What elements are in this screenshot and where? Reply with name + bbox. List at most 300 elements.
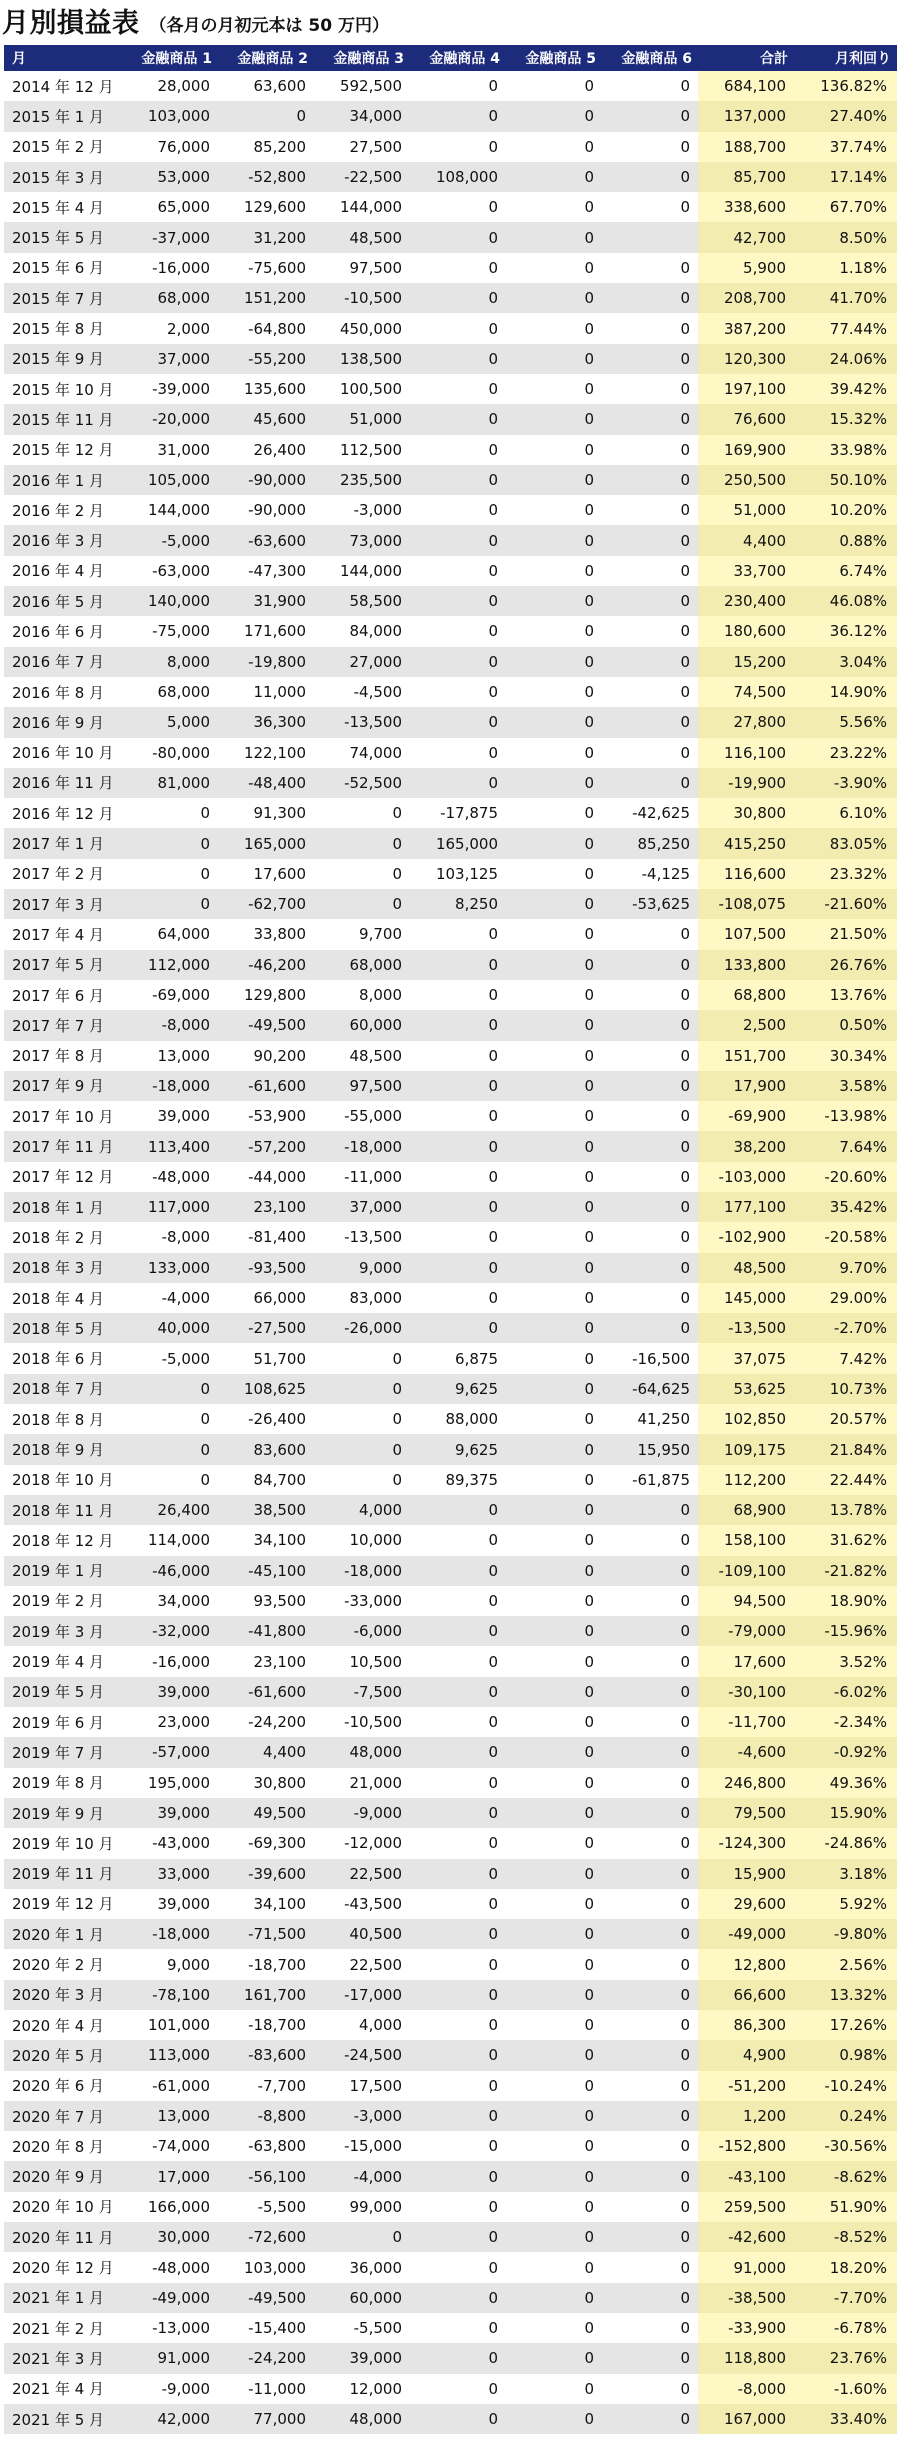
value-cell: -48,000 bbox=[152, 1167, 210, 1186]
table-row bbox=[4, 1374, 897, 1404]
value-cell: 0 bbox=[680, 198, 690, 217]
value-cell: 0 bbox=[410, 1980, 506, 2010]
return-cell: 37.74% bbox=[794, 132, 897, 162]
month-cell: 2015 年 1 月 bbox=[4, 101, 122, 131]
value-cell: 0 bbox=[584, 198, 594, 217]
return-cell: 83.05% bbox=[794, 828, 897, 858]
month-cell: 2021 年 1 月 bbox=[4, 2283, 122, 2313]
value-cell: 0 bbox=[680, 986, 690, 1005]
total-cell: 17,600 bbox=[698, 1646, 794, 1676]
total-cell: 246,800 bbox=[698, 1768, 794, 1798]
month-cell: 2016 年 3 月 bbox=[4, 525, 122, 555]
month-cell: 2020 年 7 月 bbox=[4, 2101, 122, 2131]
value-cell: 90,200 bbox=[253, 1046, 306, 1065]
total-cell: 102,850 bbox=[698, 1404, 794, 1434]
value-cell: 235,500 bbox=[314, 465, 410, 495]
month-cell: 2020 年 8 月 bbox=[12, 2137, 105, 2156]
value-cell: 0 bbox=[218, 101, 314, 131]
value-cell: 0 bbox=[488, 319, 498, 338]
value-cell: 33,000 bbox=[122, 1859, 218, 1889]
value-cell: 0 bbox=[314, 1434, 410, 1464]
value-cell: 135,600 bbox=[243, 380, 306, 399]
value-cell: 0 bbox=[584, 1349, 594, 1368]
return-cell: 10.73% bbox=[794, 1374, 897, 1404]
return-cell: 29.00% bbox=[794, 1283, 897, 1313]
value-cell: 0 bbox=[488, 1955, 498, 1974]
total-cell: 107,500 bbox=[698, 919, 794, 949]
value-cell: -47,300 bbox=[248, 561, 306, 580]
value-cell: -71,500 bbox=[218, 1919, 314, 1949]
value-cell: -39,600 bbox=[218, 1859, 314, 1889]
value-cell: 0 bbox=[680, 1531, 690, 1550]
value-cell: -44,000 bbox=[248, 1167, 306, 1186]
table-row bbox=[4, 1798, 897, 1828]
value-cell: 0 bbox=[392, 1349, 402, 1368]
value-cell: -15,000 bbox=[344, 2137, 402, 2156]
month-cell: 2018 年 12 月 bbox=[12, 1531, 114, 1550]
value-cell: -18,000 bbox=[122, 1071, 218, 1101]
return-cell: -24.86% bbox=[794, 1828, 897, 1858]
value-cell: 0 bbox=[680, 743, 690, 762]
value-cell: 0 bbox=[506, 1313, 602, 1343]
month-cell: 2019 年 3 月 bbox=[4, 1616, 122, 1646]
value-cell: 77,000 bbox=[218, 2404, 314, 2434]
value-cell: 0 bbox=[584, 258, 594, 277]
value-cell: 0 bbox=[506, 1010, 602, 1040]
return-cell: 13.76% bbox=[794, 980, 897, 1010]
value-cell: 8,000 bbox=[359, 986, 402, 1005]
value-cell: 0 bbox=[584, 1713, 594, 1732]
value-cell: -72,600 bbox=[218, 2222, 314, 2252]
table-row bbox=[4, 2374, 897, 2404]
value-cell: 0 bbox=[680, 925, 690, 944]
value-cell: 0 bbox=[584, 1167, 594, 1186]
value-cell: 0 bbox=[506, 1859, 602, 1889]
value-cell: 9,700 bbox=[359, 925, 402, 944]
value-cell: 68,000 bbox=[122, 283, 218, 313]
month-cell: 2019 年 9 月 bbox=[4, 1798, 122, 1828]
value-cell: -26,400 bbox=[248, 1410, 306, 1429]
value-cell: -27,500 bbox=[218, 1313, 314, 1343]
value-cell: 31,200 bbox=[218, 222, 314, 252]
value-cell: 0 bbox=[488, 77, 498, 96]
month-cell: 2020 年 6 月 bbox=[12, 2077, 105, 2096]
value-cell: 0 bbox=[506, 283, 602, 313]
value-cell: 8,000 bbox=[122, 647, 218, 677]
value-cell: -49,500 bbox=[218, 2283, 314, 2313]
return-cell: 23.76% bbox=[794, 2343, 897, 2373]
total-cell: 91,000 bbox=[698, 2252, 794, 2282]
total-cell: 169,900 bbox=[698, 435, 794, 465]
value-cell: 0 bbox=[584, 440, 594, 459]
total-cell: -109,100 bbox=[698, 1556, 794, 1586]
table-header-row bbox=[4, 45, 897, 71]
value-cell: 0 bbox=[506, 465, 602, 495]
return-cell: 33.40% bbox=[794, 2404, 897, 2434]
value-cell: 0 bbox=[584, 77, 594, 96]
value-cell: 0 bbox=[680, 1228, 690, 1247]
total-cell: 230,400 bbox=[698, 586, 794, 616]
value-cell: -13,500 bbox=[314, 707, 410, 737]
value-cell: 0 bbox=[200, 864, 210, 883]
month-cell: 2015 年 5 月 bbox=[4, 222, 122, 252]
value-cell: 0 bbox=[410, 222, 506, 252]
value-cell: 37,000 bbox=[314, 1192, 410, 1222]
value-cell: 144,000 bbox=[147, 501, 210, 520]
value-cell: 34,000 bbox=[314, 101, 410, 131]
value-cell: 0 bbox=[584, 2258, 594, 2277]
value-cell: -90,000 bbox=[218, 465, 314, 495]
value-cell: 0 bbox=[680, 1167, 690, 1186]
value-cell: 0 bbox=[410, 465, 506, 495]
value-cell: 0 bbox=[506, 404, 602, 434]
value-cell: 144,000 bbox=[339, 198, 402, 217]
return-cell: 18.20% bbox=[794, 2252, 897, 2282]
table-row bbox=[4, 2040, 897, 2070]
month-cell: 2017 年 12 月 bbox=[12, 1168, 114, 1187]
month-cell: 2018 年 10 月 bbox=[12, 1471, 114, 1490]
return-cell: 31.62% bbox=[794, 1525, 897, 1555]
value-cell: 12,000 bbox=[349, 2379, 402, 2398]
value-cell: -20,000 bbox=[122, 404, 218, 434]
value-cell: 0 bbox=[680, 561, 690, 580]
value-cell: 2,000 bbox=[167, 319, 210, 338]
month-cell: 2020 年 3 月 bbox=[4, 1980, 122, 2010]
value-cell: 68,000 bbox=[157, 683, 210, 702]
value-cell: 49,500 bbox=[218, 1798, 314, 1828]
value-cell: -45,100 bbox=[218, 1556, 314, 1586]
value-cell: 0 bbox=[506, 707, 602, 737]
value-cell: 0 bbox=[602, 1798, 698, 1828]
value-cell: -16,000 bbox=[152, 258, 210, 277]
value-cell: 9,000 bbox=[314, 1253, 410, 1283]
value-cell: 0 bbox=[584, 1410, 594, 1429]
value-cell: 0 bbox=[602, 162, 698, 192]
value-cell: 0 bbox=[314, 1374, 410, 1404]
value-cell: 0 bbox=[584, 1652, 594, 1671]
table-body bbox=[4, 71, 897, 2434]
value-cell: -61,600 bbox=[218, 1071, 314, 1101]
month-cell: 2018 年 1 月 bbox=[4, 1192, 122, 1222]
value-cell: -61,000 bbox=[152, 2076, 210, 2095]
column-header: 金融商品 6 bbox=[602, 45, 698, 71]
month-cell: 2015 年 4 月 bbox=[12, 198, 105, 217]
value-cell: 0 bbox=[602, 2404, 698, 2434]
value-cell: 0 bbox=[680, 1773, 690, 1792]
value-cell: 101,000 bbox=[147, 2016, 210, 2035]
value-cell: 0 bbox=[506, 1919, 602, 1949]
value-cell: 34,000 bbox=[157, 1591, 210, 1610]
value-cell: -16,000 bbox=[152, 1652, 210, 1671]
month-cell: 2016 年 6 月 bbox=[12, 622, 105, 641]
table-row bbox=[4, 1980, 897, 2010]
value-cell: -4,000 bbox=[314, 2161, 410, 2191]
total-cell: 51,000 bbox=[698, 495, 794, 525]
value-cell: -18,000 bbox=[314, 1556, 410, 1586]
value-cell: 40,500 bbox=[314, 1919, 410, 1949]
month-cell: 2017 年 7 月 bbox=[4, 1010, 122, 1040]
return-cell: 6.10% bbox=[794, 798, 897, 828]
total-cell: 116,100 bbox=[698, 738, 794, 768]
month-cell: 2015 年 7 月 bbox=[4, 283, 122, 313]
return-cell: 3.04% bbox=[794, 647, 897, 677]
value-cell: 33,800 bbox=[253, 925, 306, 944]
value-cell: -55,000 bbox=[344, 1107, 402, 1126]
total-cell: 15,200 bbox=[698, 647, 794, 677]
value-cell: -63,600 bbox=[218, 525, 314, 555]
value-cell: 0 bbox=[680, 501, 690, 520]
table-row bbox=[4, 1586, 897, 1616]
total-cell: -43,100 bbox=[698, 2161, 794, 2191]
table-row bbox=[4, 1646, 897, 1676]
month-cell: 2019 年 11 月 bbox=[4, 1859, 122, 1889]
value-cell: 42,000 bbox=[122, 2404, 218, 2434]
table-row bbox=[4, 919, 897, 949]
value-cell: 113,000 bbox=[122, 2040, 218, 2070]
return-cell: 50.10% bbox=[794, 465, 897, 495]
value-cell: -57,000 bbox=[122, 1737, 218, 1767]
value-cell: -48,400 bbox=[218, 768, 314, 798]
page-subtitle: （各月の月初元本は 50 万円） bbox=[149, 16, 389, 36]
value-cell: 0 bbox=[488, 1107, 498, 1126]
value-cell: 15,950 bbox=[602, 1434, 698, 1464]
value-cell: -61,600 bbox=[218, 1677, 314, 1707]
value-cell: 0 bbox=[506, 2343, 602, 2373]
value-cell: 0 bbox=[602, 707, 698, 737]
month-cell: 2018 年 6 月 bbox=[12, 1350, 105, 1369]
value-cell: 30,800 bbox=[253, 1773, 306, 1792]
total-cell: -13,500 bbox=[698, 1313, 794, 1343]
value-cell: -37,000 bbox=[122, 222, 218, 252]
value-cell: 0 bbox=[122, 889, 218, 919]
table-row bbox=[4, 495, 897, 525]
total-cell: 68,800 bbox=[698, 980, 794, 1010]
value-cell: 0 bbox=[506, 101, 602, 131]
value-cell: 0 bbox=[584, 804, 594, 823]
value-cell: -7,500 bbox=[314, 1677, 410, 1707]
value-cell: 0 bbox=[584, 1834, 594, 1853]
value-cell: 0 bbox=[584, 2197, 594, 2216]
value-cell: -46,000 bbox=[122, 1556, 218, 1586]
value-cell: -39,000 bbox=[152, 380, 210, 399]
month-cell: 2018 年 3 月 bbox=[4, 1253, 122, 1283]
value-cell: -17,875 bbox=[440, 804, 498, 823]
value-cell: 0 bbox=[506, 1616, 602, 1646]
table-row bbox=[4, 1495, 897, 1525]
value-cell: 108,000 bbox=[410, 162, 506, 192]
value-cell: 97,500 bbox=[349, 258, 402, 277]
value-cell: 97,500 bbox=[314, 1071, 410, 1101]
value-cell: 0 bbox=[602, 1071, 698, 1101]
total-cell: -51,200 bbox=[698, 2071, 794, 2101]
value-cell: 0 bbox=[506, 647, 602, 677]
value-cell: -64,625 bbox=[602, 1374, 698, 1404]
total-cell: 137,000 bbox=[698, 101, 794, 131]
total-cell: 17,900 bbox=[698, 1071, 794, 1101]
table-row bbox=[4, 1465, 897, 1495]
value-cell: 0 bbox=[584, 986, 594, 1005]
value-cell: -12,000 bbox=[344, 1834, 402, 1853]
value-cell: 0 bbox=[506, 1071, 602, 1101]
value-cell: 84,000 bbox=[349, 622, 402, 641]
value-cell: -32,000 bbox=[122, 1616, 218, 1646]
value-cell: -56,100 bbox=[218, 2161, 314, 2191]
table-row bbox=[4, 253, 897, 283]
value-cell: 0 bbox=[584, 137, 594, 156]
month-cell: 2016 年 11 月 bbox=[4, 768, 122, 798]
value-cell: -46,200 bbox=[218, 950, 314, 980]
value-cell: 0 bbox=[602, 586, 698, 616]
value-cell: 39,000 bbox=[122, 1677, 218, 1707]
month-cell: 2020 年 11 月 bbox=[4, 2222, 122, 2252]
month-cell: 2020 年 2 月 bbox=[12, 1956, 105, 1975]
return-cell: -1.60% bbox=[794, 2374, 897, 2404]
value-cell: 161,700 bbox=[218, 1980, 314, 2010]
value-cell: 171,600 bbox=[243, 622, 306, 641]
value-cell: 0 bbox=[410, 1313, 506, 1343]
value-cell: 83,000 bbox=[349, 1289, 402, 1308]
value-cell: 0 bbox=[680, 380, 690, 399]
value-cell: 0 bbox=[584, 864, 594, 883]
value-cell: 83,600 bbox=[218, 1434, 314, 1464]
return-cell: 5.92% bbox=[794, 1889, 897, 1919]
value-cell: 0 bbox=[488, 1652, 498, 1671]
return-cell: 23.22% bbox=[794, 738, 897, 768]
value-cell: 0 bbox=[410, 2283, 506, 2313]
total-cell: 120,300 bbox=[698, 344, 794, 374]
total-cell: 145,000 bbox=[698, 1283, 794, 1313]
value-cell: 81,000 bbox=[122, 768, 218, 798]
total-cell: 94,500 bbox=[698, 1586, 794, 1616]
return-cell: -3.90% bbox=[794, 768, 897, 798]
value-cell: 51,700 bbox=[253, 1349, 306, 1368]
return-cell: 13.32% bbox=[794, 1980, 897, 2010]
value-cell: 0 bbox=[488, 1289, 498, 1308]
value-cell: 112,000 bbox=[122, 950, 218, 980]
value-cell: 0 bbox=[488, 1591, 498, 1610]
value-cell: 27,000 bbox=[314, 647, 410, 677]
value-cell: 0 bbox=[314, 828, 410, 858]
value-cell: 0 bbox=[602, 1131, 698, 1161]
value-cell: 0 bbox=[410, 525, 506, 555]
value-cell: -41,800 bbox=[218, 1616, 314, 1646]
value-cell: -19,800 bbox=[218, 647, 314, 677]
month-cell: 2017 年 1 月 bbox=[4, 828, 122, 858]
table-row bbox=[4, 525, 897, 555]
return-cell: 2.56% bbox=[794, 1949, 897, 1979]
value-cell: 0 bbox=[506, 2040, 602, 2070]
month-cell: 2019 年 10 月 bbox=[12, 1834, 114, 1853]
value-cell: 0 bbox=[680, 1107, 690, 1126]
month-cell: 2018 年 7 月 bbox=[4, 1374, 122, 1404]
value-cell: 0 bbox=[680, 683, 690, 702]
month-cell: 2019 年 12 月 bbox=[12, 1895, 114, 1914]
table-row bbox=[4, 980, 897, 1010]
value-cell: 0 bbox=[506, 1192, 602, 1222]
value-cell bbox=[602, 222, 698, 252]
return-cell: 36.12% bbox=[794, 616, 897, 646]
value-cell: 0 bbox=[410, 283, 506, 313]
return-cell: 27.40% bbox=[794, 101, 897, 131]
value-cell: 165,000 bbox=[410, 828, 506, 858]
month-cell: 2020 年 12 月 bbox=[12, 2259, 114, 2278]
return-cell: 136.82% bbox=[794, 71, 897, 101]
total-cell: 109,175 bbox=[698, 1434, 794, 1464]
value-cell: -8,000 bbox=[122, 1010, 218, 1040]
value-cell: -43,500 bbox=[344, 1894, 402, 1913]
table-row bbox=[4, 283, 897, 313]
total-cell: 68,900 bbox=[698, 1495, 794, 1525]
value-cell: 0 bbox=[680, 137, 690, 156]
value-cell: -6,000 bbox=[314, 1616, 410, 1646]
table-row bbox=[4, 2192, 897, 2222]
value-cell: 0 bbox=[410, 1616, 506, 1646]
value-cell: 0 bbox=[410, 2222, 506, 2252]
table-row bbox=[4, 1041, 897, 1071]
table-row bbox=[4, 192, 897, 222]
value-cell: -5,000 bbox=[161, 1349, 210, 1368]
return-cell: -2.34% bbox=[794, 1707, 897, 1737]
return-cell: 13.78% bbox=[794, 1495, 897, 1525]
total-cell: 38,200 bbox=[698, 1131, 794, 1161]
value-cell: 0 bbox=[506, 1253, 602, 1283]
value-cell: 53,000 bbox=[122, 162, 218, 192]
value-cell: 0 bbox=[506, 2283, 602, 2313]
value-cell: 0 bbox=[584, 2076, 594, 2095]
table-row bbox=[4, 1283, 897, 1313]
value-cell: 89,375 bbox=[445, 1470, 498, 1489]
value-cell: 0 bbox=[602, 1010, 698, 1040]
value-cell: 0 bbox=[488, 1046, 498, 1065]
value-cell: 103,000 bbox=[243, 2258, 306, 2277]
return-cell: 23.32% bbox=[794, 859, 897, 889]
value-cell: -26,000 bbox=[314, 1313, 410, 1343]
value-cell: 31,000 bbox=[157, 440, 210, 459]
value-cell: 30,000 bbox=[122, 2222, 218, 2252]
value-cell: 0 bbox=[122, 828, 218, 858]
value-cell: 0 bbox=[410, 1253, 506, 1283]
total-cell: 85,700 bbox=[698, 162, 794, 192]
value-cell: 0 bbox=[506, 1798, 602, 1828]
table-row bbox=[4, 2404, 897, 2434]
value-cell: 0 bbox=[506, 2222, 602, 2252]
value-cell: 0 bbox=[584, 925, 594, 944]
total-cell: 15,900 bbox=[698, 1859, 794, 1889]
value-cell: 0 bbox=[200, 1410, 210, 1429]
month-cell: 2015 年 12 月 bbox=[12, 441, 114, 460]
value-cell: 26,400 bbox=[253, 440, 306, 459]
value-cell: 0 bbox=[584, 501, 594, 520]
value-cell: -22,500 bbox=[314, 162, 410, 192]
value-cell: 133,000 bbox=[122, 1253, 218, 1283]
value-cell: -55,200 bbox=[218, 344, 314, 374]
value-cell: 0 bbox=[410, 2343, 506, 2373]
return-cell: 0.98% bbox=[794, 2040, 897, 2070]
month-cell: 2015 年 2 月 bbox=[12, 138, 105, 157]
value-cell: 0 bbox=[680, 2197, 690, 2216]
total-cell: -79,000 bbox=[698, 1616, 794, 1646]
value-cell: 0 bbox=[506, 586, 602, 616]
value-cell: 105,000 bbox=[122, 465, 218, 495]
value-cell: 0 bbox=[410, 1859, 506, 1889]
value-cell: 0 bbox=[584, 622, 594, 641]
total-cell: -49,000 bbox=[698, 1919, 794, 1949]
return-cell: 14.90% bbox=[794, 677, 897, 707]
value-cell: 36,000 bbox=[349, 2258, 402, 2277]
value-cell: 0 bbox=[410, 344, 506, 374]
total-cell: 338,600 bbox=[698, 192, 794, 222]
month-cell: 2016 年 5 月 bbox=[4, 586, 122, 616]
